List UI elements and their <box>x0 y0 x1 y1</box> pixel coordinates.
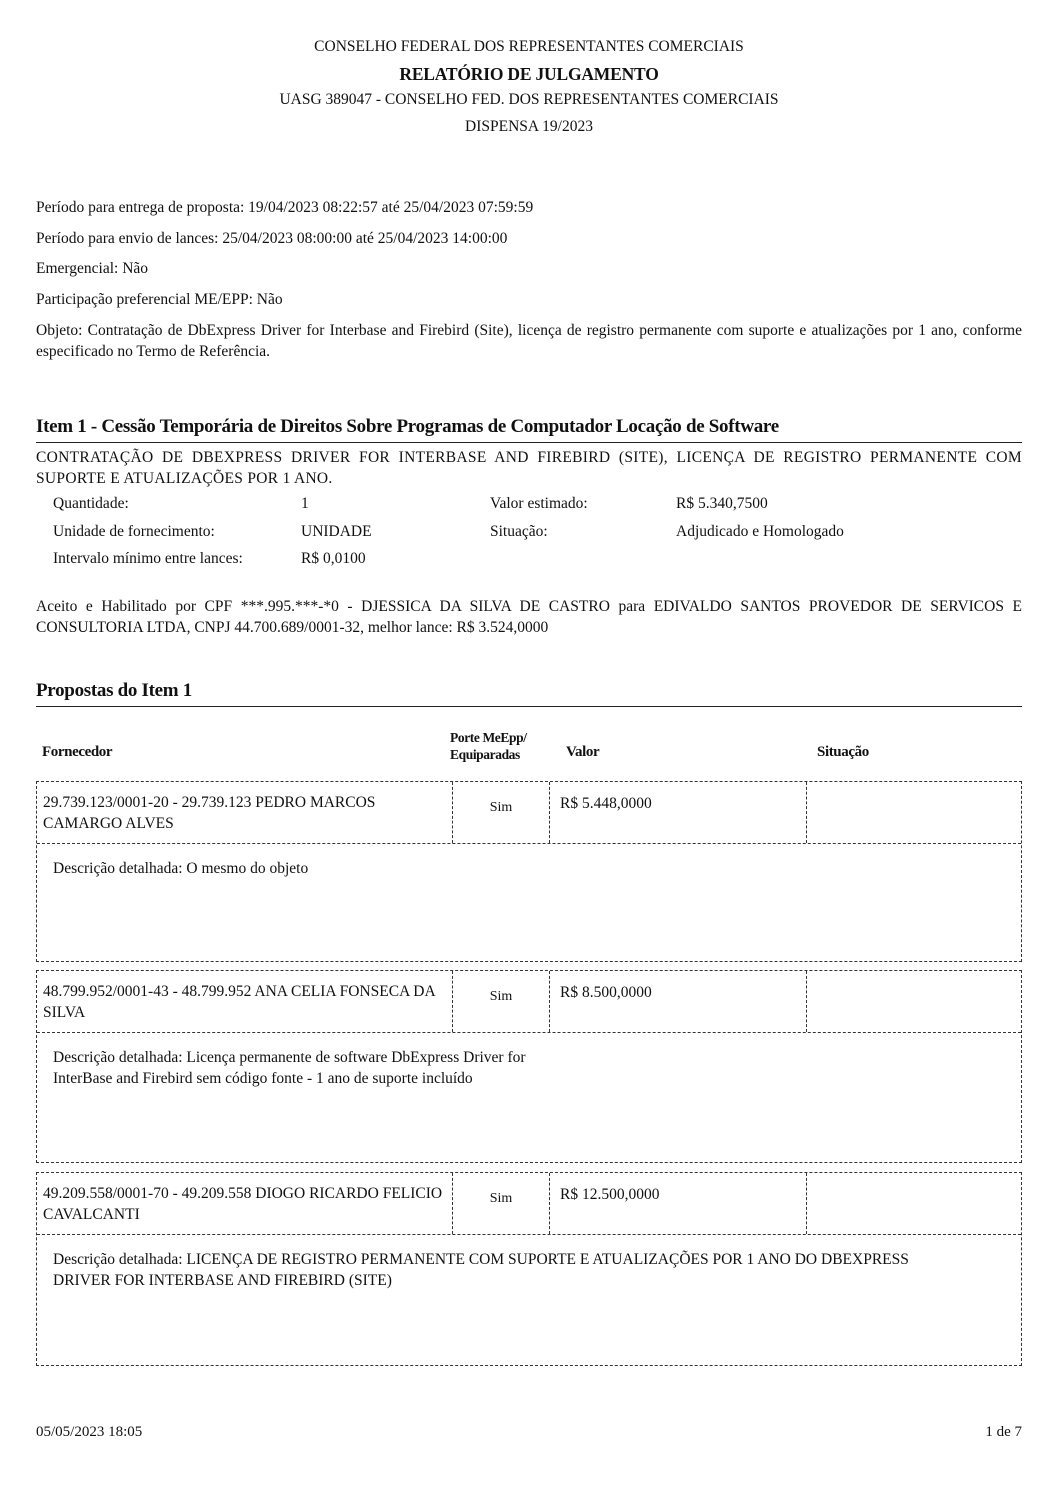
col-porte-line1: Porte MeEpp/ <box>450 730 527 745</box>
col-valor: Valor <box>566 744 600 760</box>
supply-unit-value: UNIDADE <box>301 522 372 540</box>
preferential-participation: Participação preferencial ME/EPP: Não <box>36 291 283 309</box>
detailed-description: Descrição detalhada: Licença permanente de software DbExpress Driver for InterBase and Firebird sem código fonte - 1 ano de suporte incluído <box>53 1049 526 1088</box>
uasg-line: UASG 389047 - CONSELHO FED. DOS REPRESENTANTES COMERCIAIS <box>279 91 779 108</box>
col-porte <box>450 730 527 764</box>
proposals-title: Propostas do Item 1 <box>36 678 1022 707</box>
proposals-table-header <box>36 730 1022 772</box>
porte-value: Sim <box>453 1173 550 1234</box>
bid-value: R$ 12.500,0000 <box>550 1173 807 1234</box>
detailed-description: Descrição detalhada: LICENÇA DE REGISTRO PERMANENTE COM SUPORTE E ATUALIZAÇÕES POR 1 ANO DO DBEXPRESS DRIVER FOR INTERBASE AND FIREBIRD (SITE) <box>53 1251 909 1290</box>
min-interval-value: R$ 0,0100 <box>301 550 366 568</box>
col-porte-line2: Equiparadas <box>450 746 520 762</box>
quantity-label: Quantidade: <box>53 494 129 512</box>
proposal-status <box>807 1173 1021 1234</box>
table-row <box>37 1173 1021 1235</box>
col-fornecedor: Fornecedor <box>42 744 113 760</box>
bid-value: R$ 5.448,0000 <box>550 782 807 843</box>
supplier-name: 48.799.952/0001-43 - 48.799.952 ANA CELIA FONSECA DA SILVA <box>37 971 453 1032</box>
col-situacao: Situação <box>817 744 869 760</box>
min-interval-label: Intervalo mínimo entre lances: <box>53 550 243 568</box>
proposal-status <box>807 782 1021 843</box>
proposal-period: Período para entrega de proposta: 19/04/2023 08:22:57 até 25/04/2023 07:59:59 <box>36 199 534 216</box>
proposal-status <box>807 971 1021 1032</box>
report-header <box>36 36 1022 143</box>
supplier-name: 49.209.558/0001-70 - 49.209.558 DIOGO RICARDO FELICIO CAVALCANTI <box>37 1173 453 1234</box>
procurement-metadata <box>36 197 1022 372</box>
proposal-card <box>36 1172 1022 1366</box>
page-number: 1 de 7 <box>985 1424 1022 1440</box>
item-title: Item 1 - Cessão Temporária de Direitos Sobre Programas de Computador Locação de Software <box>36 414 1022 443</box>
print-datetime: 05/05/2023 18:05 <box>36 1424 143 1440</box>
porte-value: Sim <box>453 971 550 1032</box>
item-description: CONTRATAÇÃO DE DBEXPRESS DRIVER FOR INTERBASE AND FIREBIRD (SITE), LICENÇA DE REGISTRO PERMANENTE COM SUPORTE E ATUALIZAÇÕES POR 1 ANO. <box>36 448 1022 488</box>
accepted-statement: Aceito e Habilitado por CPF ***.995.***-*0 - DJESSICA DA SILVA DE CASTRO para EDIVALDO SANTOS PROVEDOR DE SERVICOS E CONSULTORIA LTDA, CNPJ 44.700.689/0001-32, melhor lance: R$ 3.524,0000 <box>36 598 1022 637</box>
detailed-description: Descrição detalhada: O mesmo do objeto <box>53 860 309 877</box>
estimated-value-label: Valor estimado: <box>490 494 588 512</box>
supplier-name: 29.739.123/0001-20 - 29.739.123 PEDRO MARCOS CAMARGO ALVES <box>37 782 453 843</box>
council-name: CONSELHO FEDERAL DOS REPRESENTANTES COMERCIAIS <box>314 38 744 55</box>
estimated-value: R$ 5.340,7500 <box>676 494 768 512</box>
status-label: Situação: <box>490 522 548 540</box>
dispensa-line: DISPENSA 19/2023 <box>465 118 593 135</box>
porte-value: Sim <box>453 782 550 843</box>
proposal-card <box>36 781 1022 962</box>
bid-period: Período para envio de lances: 25/04/2023 08:00:00 até 25/04/2023 14:00:00 <box>36 229 508 247</box>
table-row <box>37 971 1021 1033</box>
quantity-value: 1 <box>301 494 309 512</box>
proposal-card <box>36 970 1022 1163</box>
report-title: RELATÓRIO DE JULGAMENTO <box>399 64 659 84</box>
status-value: Adjudicado e Homologado <box>676 522 844 540</box>
bid-value: R$ 8.500,0000 <box>550 971 807 1032</box>
supply-unit-label: Unidade de fornecimento: <box>53 522 215 540</box>
table-row <box>37 782 1021 844</box>
item-section <box>36 414 1022 639</box>
object-description: Objeto: Contratação de DbExpress Driver for Interbase and Firebird (Site), licença de registro permanente com suporte e atualizações por 1 ano, conforme especificado no Termo de Referência. <box>36 321 1022 361</box>
emergency-flag: Emergencial: Não <box>36 260 149 278</box>
item-details <box>36 493 1022 570</box>
